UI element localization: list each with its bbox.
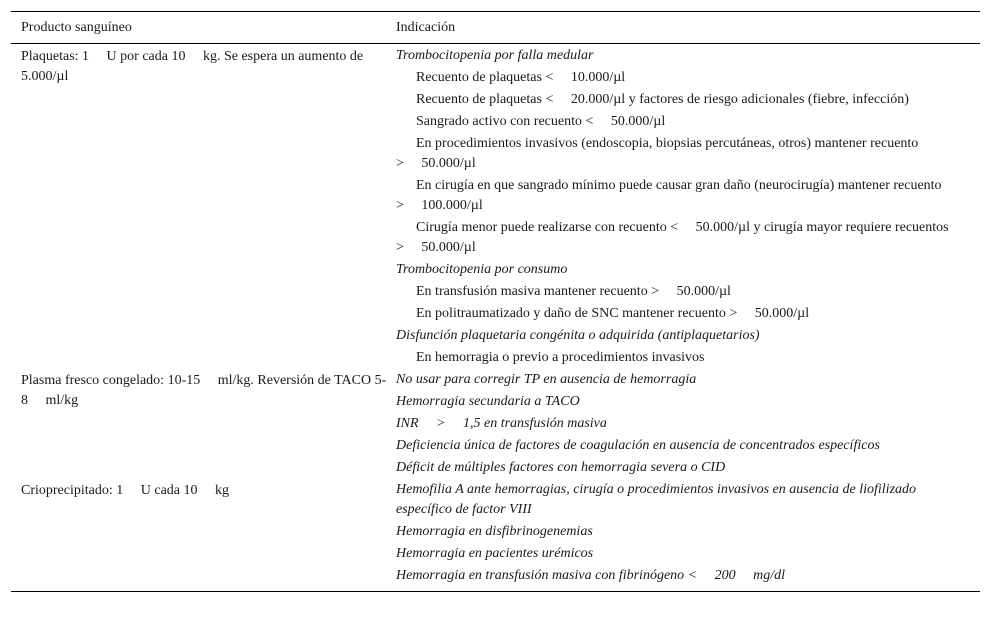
indication-item: En cirugía en que sangrado mínimo puede causar gran daño (neurocirugía) mantener recuento > 100.000/µl	[396, 178, 942, 213]
table-bottom-rule	[11, 591, 980, 592]
indication-heading: INR > 1,5 en transfusión masiva	[396, 416, 607, 431]
indication-item: Recuento de plaquetas < 10.000/µl	[416, 70, 626, 85]
indication-heading: No usar para corregir TP en ausencia de hemorragia	[396, 372, 697, 387]
table-header-row	[11, 12, 980, 43]
indication-heading: Déficit de múltiples factores con hemorragia severa o CID	[396, 460, 726, 475]
indication-item: Recuento de plaquetas < 20.000/µl y factores de riesgo adicionales (fiebre, infección)	[416, 92, 909, 107]
indication-heading: Disfunción plaquetaria congénita o adquirida (antiplaquetarios)	[396, 328, 760, 343]
indication-cell	[396, 370, 980, 480]
table-body	[11, 44, 980, 591]
product-cell: Plaquetas: 1 U por cada 10 kg. Se espera un aumento de 5.000/µl	[21, 49, 364, 84]
indication-item: En transfusión masiva mantener recuento > 50.000/µl	[416, 284, 731, 299]
indication-heading: Hemofilia A ante hemorragias, cirugía o procedimientos invasivos en ausencia de liofilizado específico de factor VIII	[396, 482, 917, 517]
product-cell: Plasma fresco congelado: 10-15 ml/kg. Reversión de TACO 5-8 ml/kg	[21, 373, 387, 408]
indication-heading: Hemorragia en transfusión masiva con fibrinógeno < 200 mg/dl	[396, 568, 785, 583]
indication-cell	[396, 46, 980, 370]
indication-item: En hemorragia o previo a procedimientos invasivos	[416, 350, 705, 365]
indication-heading: Trombocitopenia por falla medular	[396, 48, 594, 63]
table-row	[11, 46, 980, 370]
indication-item: En politraumatizado y daño de SNC mantener recuento > 50.000/µl	[416, 306, 810, 321]
table-row	[11, 370, 980, 480]
indication-cell	[396, 480, 980, 588]
table-row	[11, 480, 980, 588]
blood-products-table	[11, 11, 980, 592]
indication-item: Cirugía menor puede realizarse con recuento < 50.000/µl y cirugía mayor requiere recuentos > 50.000/µl	[396, 220, 949, 255]
indication-item: En procedimientos invasivos (endoscopia, biopsias percutáneas, otros) mantener recuento > 50.000/µl	[396, 136, 919, 171]
header-indication: Indicación	[396, 19, 456, 35]
indication-heading: Deficiencia única de factores de coagulación en ausencia de concentrados específicos	[396, 438, 880, 453]
indication-heading: Hemorragia en pacientes urémicos	[396, 546, 594, 561]
indication-item: Sangrado activo con recuento < 50.000/µl	[416, 114, 666, 129]
indication-heading: Hemorragia secundaria a TACO	[396, 394, 580, 409]
product-cell: Crioprecipitado: 1 U cada 10 kg	[21, 483, 230, 498]
header-product: Producto sanguíneo	[21, 19, 132, 35]
indication-heading: Trombocitopenia por consumo	[396, 262, 568, 277]
indication-heading: Hemorragia en disfibrinogenemias	[396, 524, 593, 539]
